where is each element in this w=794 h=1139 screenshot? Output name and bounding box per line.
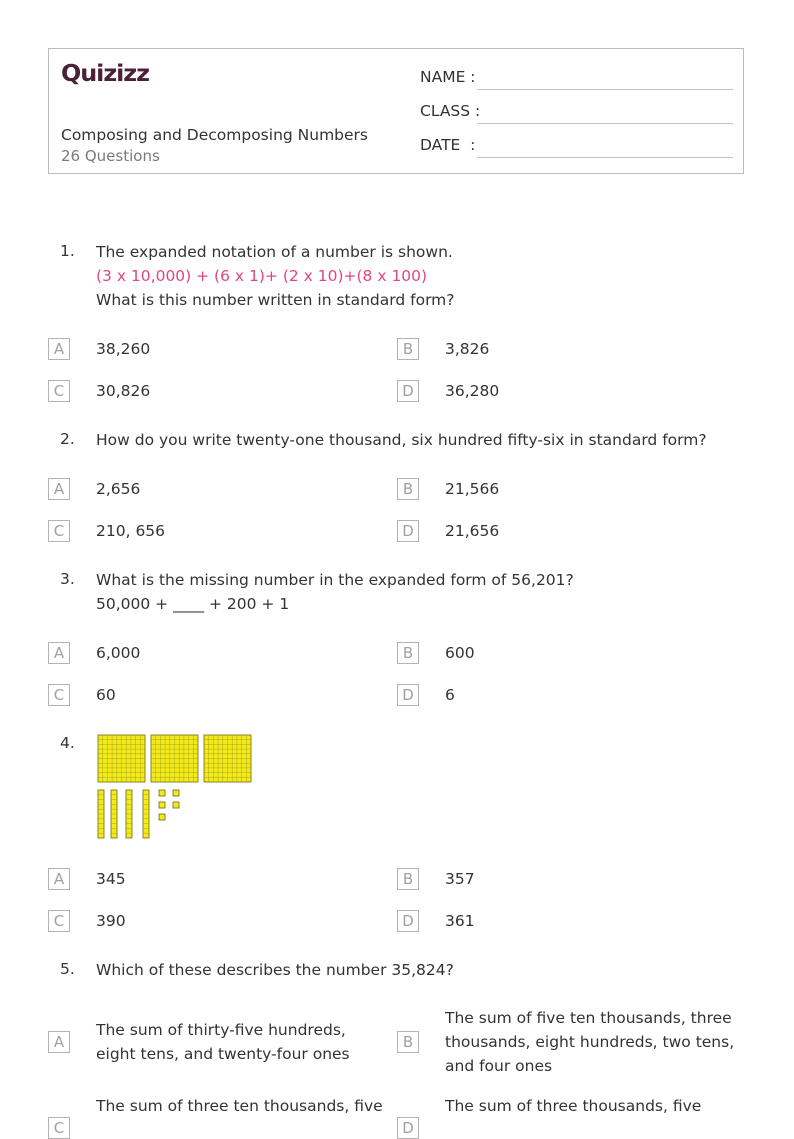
class-field[interactable] (477, 123, 733, 124)
expanded-notation: (3 x 10,000) + (6 x 1)+ (2 x 10)+(8 x 100) (96, 267, 428, 285)
option-c-text: 210, 656 (96, 522, 166, 540)
expanded-form: 50,000 + ____ + 200 + 1 (96, 595, 290, 613)
option-a-text: 6,000 (96, 644, 141, 662)
question-number: 4. (60, 734, 75, 752)
worksheet-header (48, 48, 744, 174)
option-d-box[interactable]: D (397, 1117, 419, 1139)
option-b-box[interactable]: B (397, 1031, 419, 1053)
option-c-box[interactable]: C (48, 684, 70, 706)
option-c-text: The sum of three ten thousands, five (96, 1097, 383, 1115)
option-b-box[interactable]: B (397, 478, 419, 500)
question-text: What is the missing number in the expanded form of 56,201? (96, 571, 574, 589)
option-b-box[interactable]: B (397, 868, 419, 890)
option-a-box[interactable]: A (48, 478, 70, 500)
quizizz-logo (61, 59, 153, 89)
question-text: The expanded notation of a number is shown. (96, 243, 453, 261)
question-number: 5. (60, 960, 75, 978)
question-number: 2. (60, 430, 75, 448)
option-b-text: The sum of five ten thousands, three thousands, eight hundreds, two tens, and four ones (445, 1009, 735, 1075)
option-b-text: 21,566 (445, 480, 500, 498)
option-d-box[interactable]: D (397, 380, 419, 402)
worksheet-title: Composing and Decomposing Numbers (61, 126, 368, 144)
option-b-box[interactable]: B (397, 338, 419, 360)
option-d-text: 21,656 (445, 522, 500, 540)
option-a-text: 2,656 (96, 480, 141, 498)
option-c-box[interactable]: C (48, 520, 70, 542)
svg-text:Quizizz: Quizizz (61, 61, 150, 87)
option-c-text: 30,826 (96, 382, 151, 400)
option-b-text: 357 (445, 870, 475, 888)
ones-cube (159, 790, 165, 796)
option-b-box[interactable]: B (397, 642, 419, 664)
option-a-text: The sum of thirty-five hundreds, eight tens, and twenty-four ones (96, 1021, 350, 1063)
option-c-box[interactable]: C (48, 910, 70, 932)
question-number: 1. (60, 242, 75, 260)
class-label: CLASS : (420, 102, 481, 120)
base-ten-blocks-image (96, 732, 256, 842)
option-c-text: 390 (96, 912, 126, 930)
date-label: DATE : (420, 136, 476, 154)
option-a-box[interactable]: A (48, 642, 70, 664)
option-d-text: The sum of three thousands, five (445, 1097, 702, 1115)
option-c-box[interactable]: C (48, 1117, 70, 1139)
question-number: 3. (60, 570, 75, 588)
option-c-box[interactable]: C (48, 380, 70, 402)
option-a-box[interactable]: A (48, 338, 70, 360)
question-text: How do you write twenty-one thousand, six hundred fifty-six in standard form? (96, 431, 707, 449)
ones-cube (173, 790, 179, 796)
option-a-text: 38,260 (96, 340, 151, 358)
option-d-text: 6 (445, 686, 455, 704)
option-b-text: 3,826 (445, 340, 490, 358)
ones-cube (173, 802, 179, 808)
option-d-text: 36,280 (445, 382, 500, 400)
option-d-box[interactable]: D (397, 684, 419, 706)
question-count: 26 Questions (61, 147, 160, 165)
ones-cube (159, 802, 165, 808)
option-b-text: 600 (445, 644, 475, 662)
option-c-text: 60 (96, 686, 116, 704)
question-text: What is this number written in standard form? (96, 291, 455, 309)
option-d-text: 361 (445, 912, 475, 930)
option-d-box[interactable]: D (397, 520, 419, 542)
option-a-box[interactable]: A (48, 1031, 70, 1053)
name-field[interactable] (477, 89, 733, 90)
option-a-text: 345 (96, 870, 126, 888)
ones-cube (159, 814, 165, 820)
option-a-box[interactable]: A (48, 868, 70, 890)
question-text: Which of these describes the number 35,824? (96, 961, 454, 979)
date-field[interactable] (477, 157, 733, 158)
name-label: NAME : (420, 68, 476, 86)
option-d-box[interactable]: D (397, 910, 419, 932)
